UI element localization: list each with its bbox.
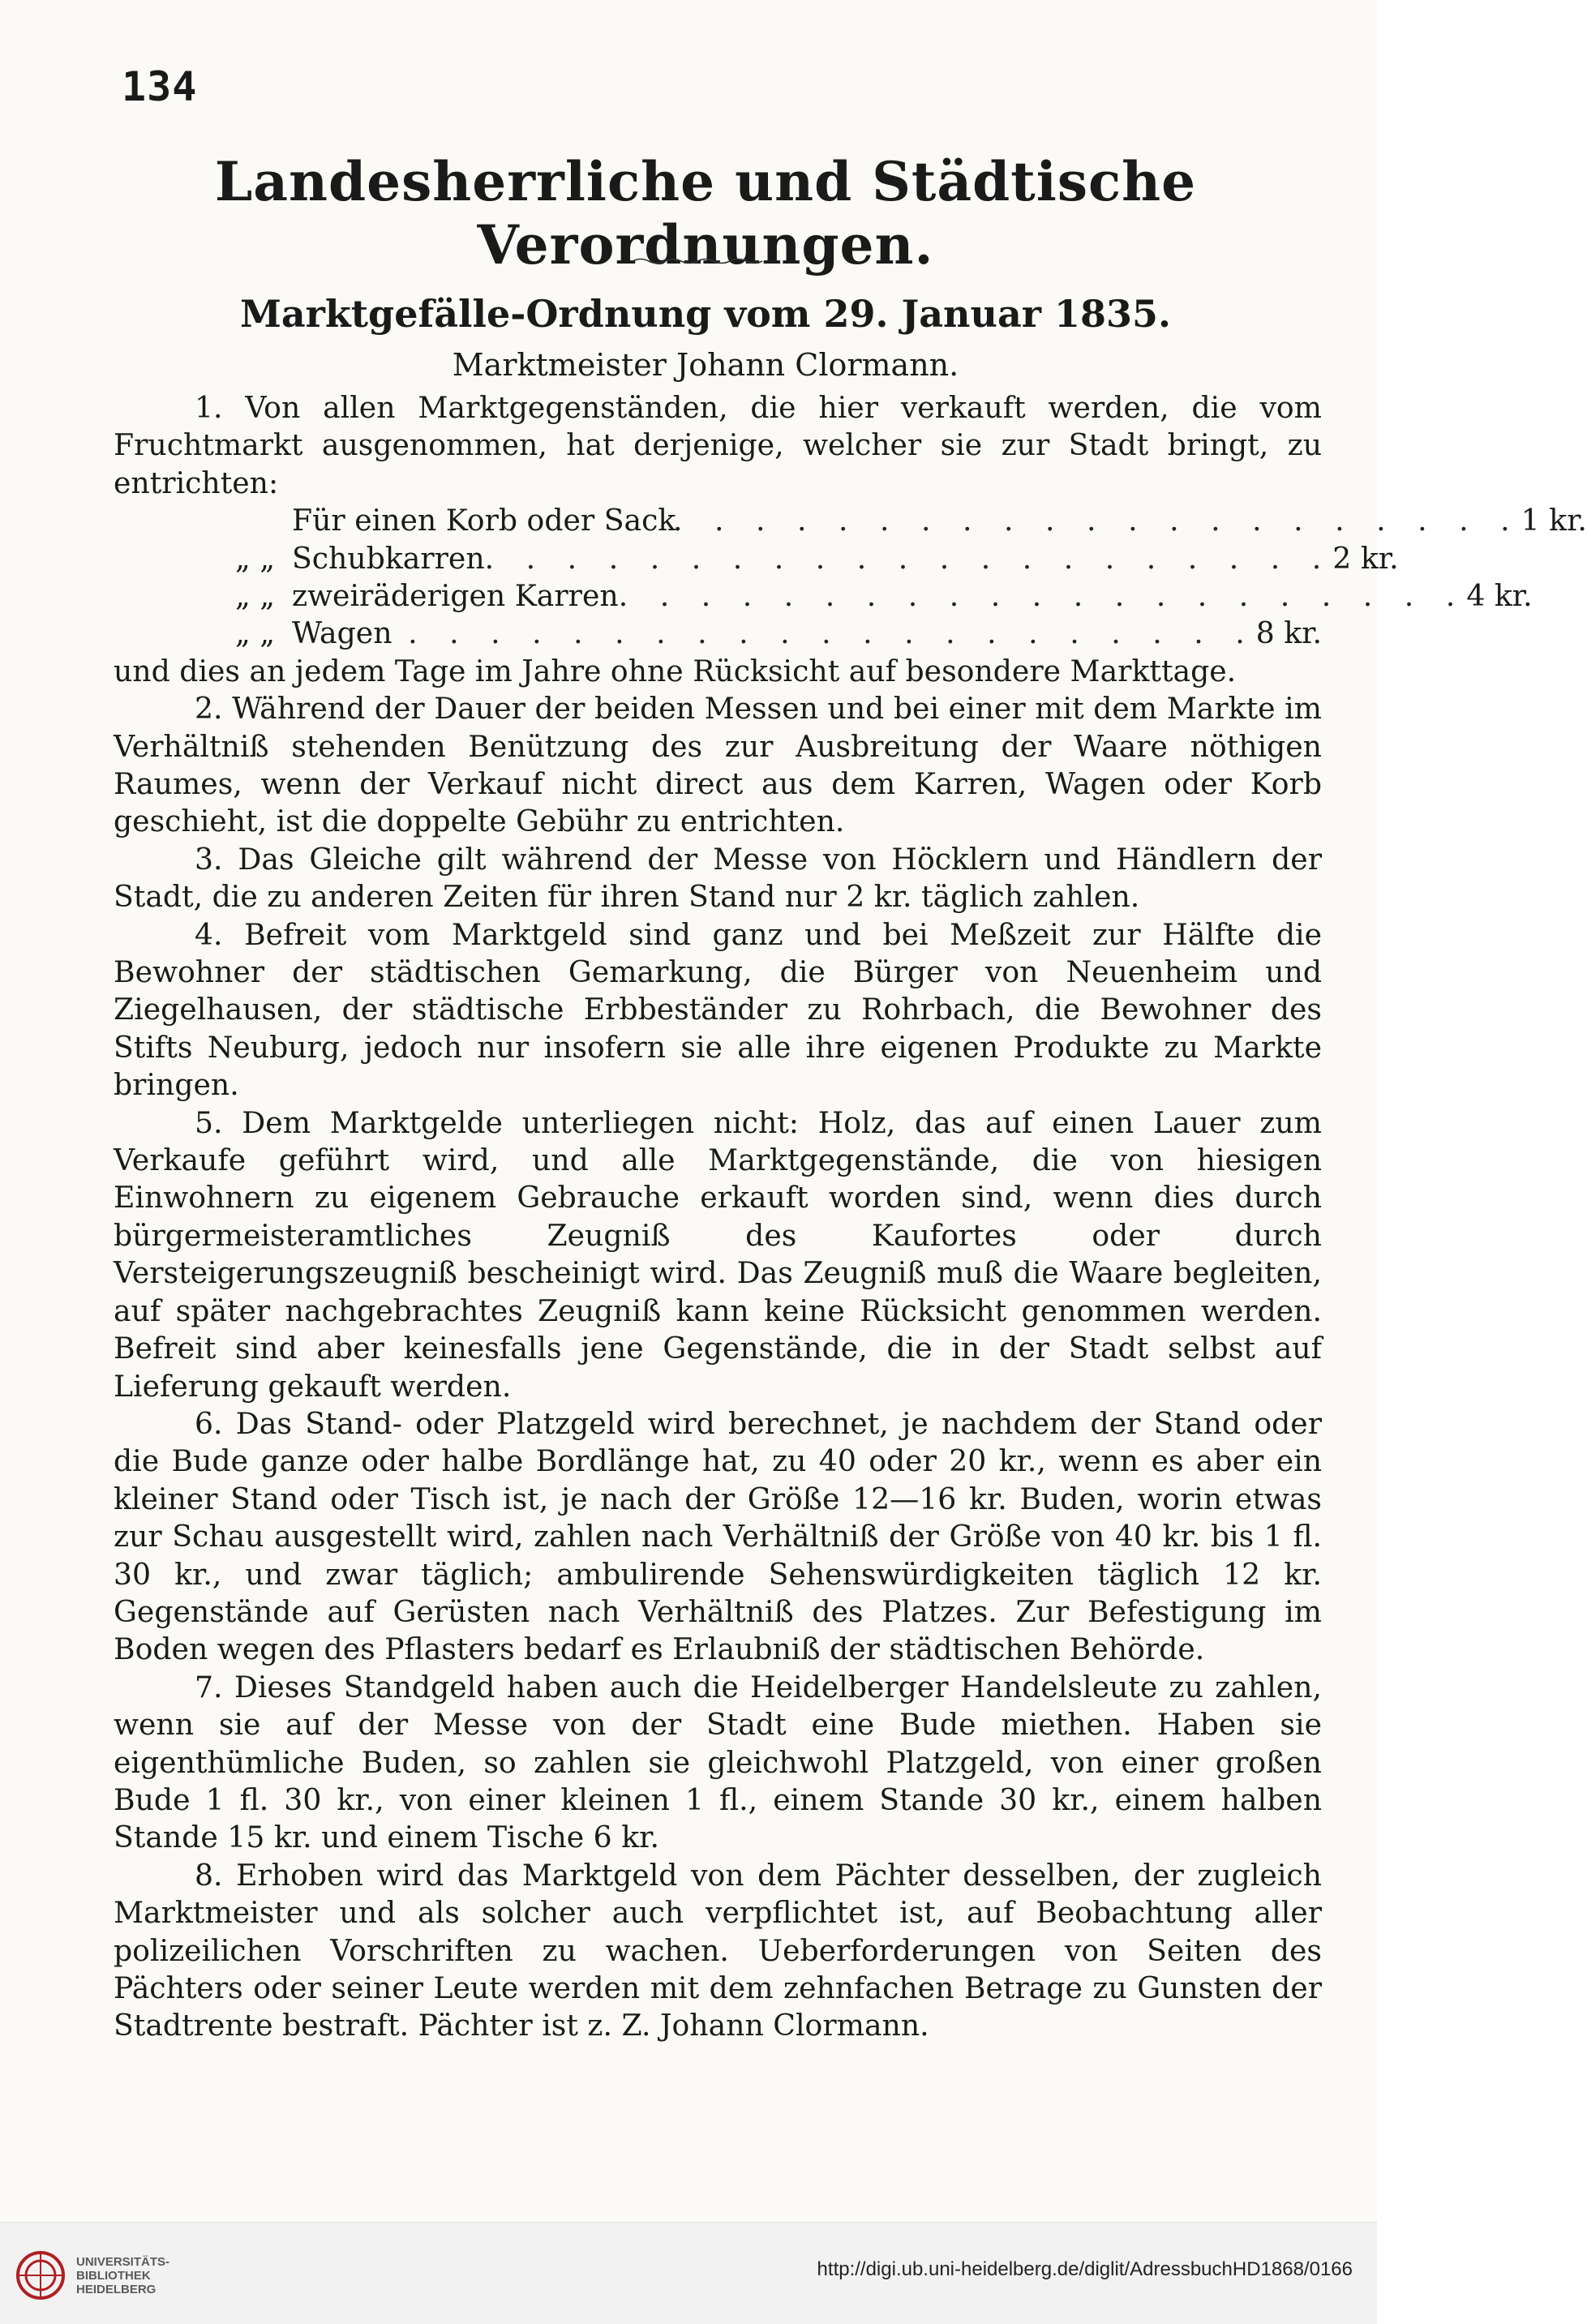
- fee-amount: 4 kr.: [1466, 578, 1533, 613]
- viewer-footer: [0, 2222, 1377, 2324]
- library-logo-text: [76, 2255, 169, 2296]
- fee-amount: 8 kr.: [1255, 615, 1322, 651]
- ditto-mark: „ „: [235, 578, 275, 613]
- paragraph-8: 8. Erhoben wird das Marktgeld von dem Pächter desselben, der zugleich Marktmeister und als solcher auch verpflichtet ist, auf Beobachtung aller polizeilichen Vorschriften zu wachen. Ueberforderungen von Seiten des Pächters oder seiner Leute werden mit dem zehnfachen Betrage zu Gunsten der Stadtrente bestraft. Pächter ist z. Z. Johann Clormann.: [114, 1857, 1322, 2043]
- paragraph-6: 6. Das Stand- oder Platzgeld wird berechnet, je nachdem der Stand oder die Bude ganze oder halbe Bordlänge hat, zu 40 oder 20 kr., wenn es aber ein kleiner Stand oder Tisch ist, je nach der Größe 12—16 kr. Buden, worin etwas zur Schau ausgestellt wird, zahlen nach Verhältniß der Größe von 40 kr. bis 1 fl. 30 kr., und zwar täglich; ambulirende Sehenswürdigkeiten täglich 12 kr. Gegenstände auf Gerüsten nach Verhältniß des Platzes. Zur Befestigung im Boden wegen des Pflasters bedarf es Erlaubniß der städtischen Behörde.: [114, 1405, 1322, 1667]
- section-subtitle: Marktgefälle-Ordnung vom 29. Januar 1835.: [239, 292, 1172, 336]
- page-title: Landesherrliche und Städtische Verordnungen.: [214, 150, 1197, 277]
- leader-dots: . . . . . . . . . . . . . . . . . . . . .: [408, 615, 1256, 651]
- fee-item-label: zweiräderigen Karren: [292, 578, 619, 613]
- leader-dots: . . . . . . . . . . . . . . . . . . . . .: [618, 578, 1467, 613]
- market-master-line: Marktmeister Johann Clormann.: [452, 347, 959, 383]
- paragraph-5: 5. Dem Marktgelde unterliegen nicht: Holz, das auf einen Lauer zum Verkaufe geführt wird, und alle Marktgegenstände, die von hiesigen Einwohnern zu eigenem Gebrauche erkauft worden sind, wenn dies durch bürgermeisteramtliches Zeugniß des Kaufortes oder durch Versteigerungszeugniß bescheinigt wird. Das Zeugniß muß die Waare begleiten, auf später nachgebrachtes Zeugniß kann keine Rücksicht genommen werden. Befreit sind aber keinesfalls jene Gegenstände, die in der Stadt selbst auf Lieferung gekauft werden.: [114, 1104, 1322, 1404]
- fee-item: [114, 540, 485, 577]
- fee-item-label: Schubkarren: [292, 540, 485, 576]
- logo-line-3: HEIDELBERG: [76, 2282, 157, 2296]
- ditto-mark: „ „: [235, 615, 275, 651]
- paragraph-3: 3. Das Gleiche gilt während der Messe von Höcklern und Händlern der Stadt, die zu anderen Zeiten für ihren Stand nur 2 kr. täglich zahlen.: [114, 841, 1322, 915]
- body-text: [114, 389, 1587, 2045]
- fee-item: [114, 615, 408, 652]
- fee-amount: 2 kr.: [1332, 540, 1399, 576]
- library-logo[interactable]: [11, 2247, 190, 2304]
- library-logo-icon: [11, 2249, 70, 2301]
- fee-row: [114, 577, 1533, 615]
- logo-line-1: UNIVERSITÄTS-: [76, 2254, 170, 2269]
- paragraph-7: 7. Dieses Standgeld haben auch die Heidelberger Handelsleute zu zahlen, wenn sie auf der Messe von der Stadt eine Bude miethen. Haben sie eigenthümliche Buden, so zahlen sie gleichwohl Platzgeld, von einer großen Bude 1 fl. 30 kr., von einer kleinen 1 fl., einem Stande 30 kr., einem halben Stande 15 kr. und einem Tische 6 kr.: [114, 1669, 1322, 1855]
- fee-amount: 1 kr.: [1521, 503, 1587, 538]
- fee-item-label: Wagen: [292, 615, 392, 651]
- fee-item-label: Für einen Korb oder Sack: [292, 503, 676, 538]
- permalink-url[interactable]: http://digi.ub.uni-heidelberg.de/diglit/AdressbuchHD1868/0166: [817, 2258, 1353, 2280]
- page-number: 134: [122, 63, 198, 110]
- fee-row: [114, 615, 1322, 652]
- fee-item: [114, 502, 676, 539]
- ditto-mark: „ „: [235, 540, 275, 576]
- fee-table: [114, 502, 1587, 653]
- paragraph-1-intro: 1. Von allen Marktgegenständen, die hier verkauft werden, die vom Fruchtmarkt ausgenommen, hat derjenige, welcher sie zur Stadt bringt, zu entrichten:: [114, 390, 1322, 500]
- leader-dots: . . . . . . . . . . . . . . . . . . . . .: [673, 503, 1521, 538]
- fee-row: [114, 540, 1399, 577]
- paragraph-4: 4. Befreit vom Marktgeld sind ganz und bei Meßzeit zur Hälfte die Bewohner der städtischen Gemarkung, die Bürger von Neuenheim und Ziegelhausen, der städtische Erbbeständer zu Rohrbach, die Bewohner des Stifts Neuburg, jedoch nur insofern sie alle ihre eigenen Produkte zu Markte bringen.: [114, 916, 1322, 1103]
- leader-dots: . . . . . . . . . . . . . . . . . . . . .: [484, 540, 1333, 576]
- paragraph-2: 2. Während der Dauer der beiden Messen und bei einer mit dem Markte im Verhältniß stehenden Benützung des zur Ausbreitung der Waare nöthigen Raumes, wenn der Verkauf nicht direct aus dem Karren, Wagen oder Korb geschieht, ist die doppelte Gebühr zu entrichten.: [114, 691, 1322, 839]
- paragraph-1-outro: und dies an jedem Tage im Jahre ohne Rücksicht auf besondere Markttage.: [114, 653, 1237, 688]
- fee-item: [114, 577, 619, 615]
- fee-row: [114, 502, 1587, 539]
- logo-line-2: BIBLIOTHEK: [76, 2268, 151, 2283]
- ornament-divider-icon: [633, 255, 762, 267]
